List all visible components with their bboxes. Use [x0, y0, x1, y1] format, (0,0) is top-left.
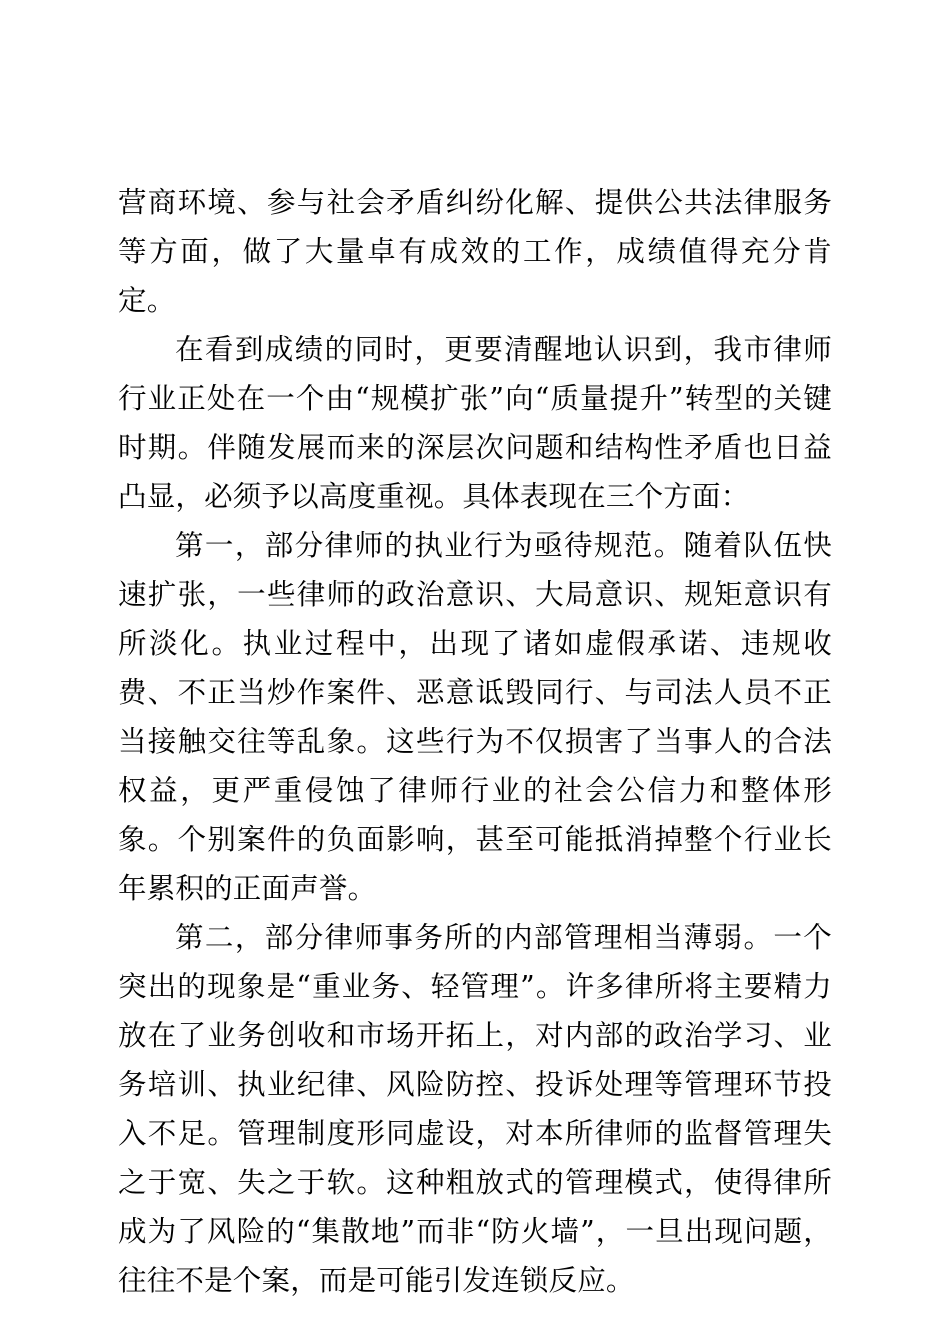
paragraph-1: 营商环境、参与社会矛盾纠纷化解、提供公共法律服务等方面，做了大量卓有成效的工作，成绩值得充分肯定。 [118, 186, 832, 317]
paragraph-2: 在看到成绩的同时，更要清醒地认识到，我市律师行业正处在一个由“规模扩张”向“质量提升”转型的关键时期。伴随发展而来的深层次问题和结构性矛盾也日益凸显，必须予以高度重视。具体表现在三个方面： [118, 333, 832, 513]
document-body [118, 178, 832, 1305]
paragraph-4: 第二，部分律师事务所的内部管理相当薄弱。一个突出的现象是“重业务、轻管理”。许多律所将主要精力放在了业务创收和市场开拓上，对内部的政治学习、业务培训、执业纪律、风险防控、投诉处理等管理环节投入不足。管理制度形同虚设，对本所律师的监督管理失之于宽、失之于软。这种粗放式的管理模式，使得律所成为了风险的“集散地”而非“防火墙”，一旦出现问题，往往不是个案，而是可能引发连锁反应。 [118, 921, 832, 1297]
paragraph-3: 第一，部分律师的执业行为亟待规范。随着队伍快速扩张，一些律师的政治意识、大局意识、规矩意识有所淡化。执业过程中，出现了诸如虚假承诺、违规收费、不正当炒作案件、恶意诋毁同行、与司法人员不正当接触交往等乱象。这些行为不仅损害了当事人的合法权益，更严重侵蚀了律师行业的社会公信力和整体形象。个别案件的负面影响，甚至可能抵消掉整个行业长年累积的正面声誉。 [118, 529, 832, 905]
